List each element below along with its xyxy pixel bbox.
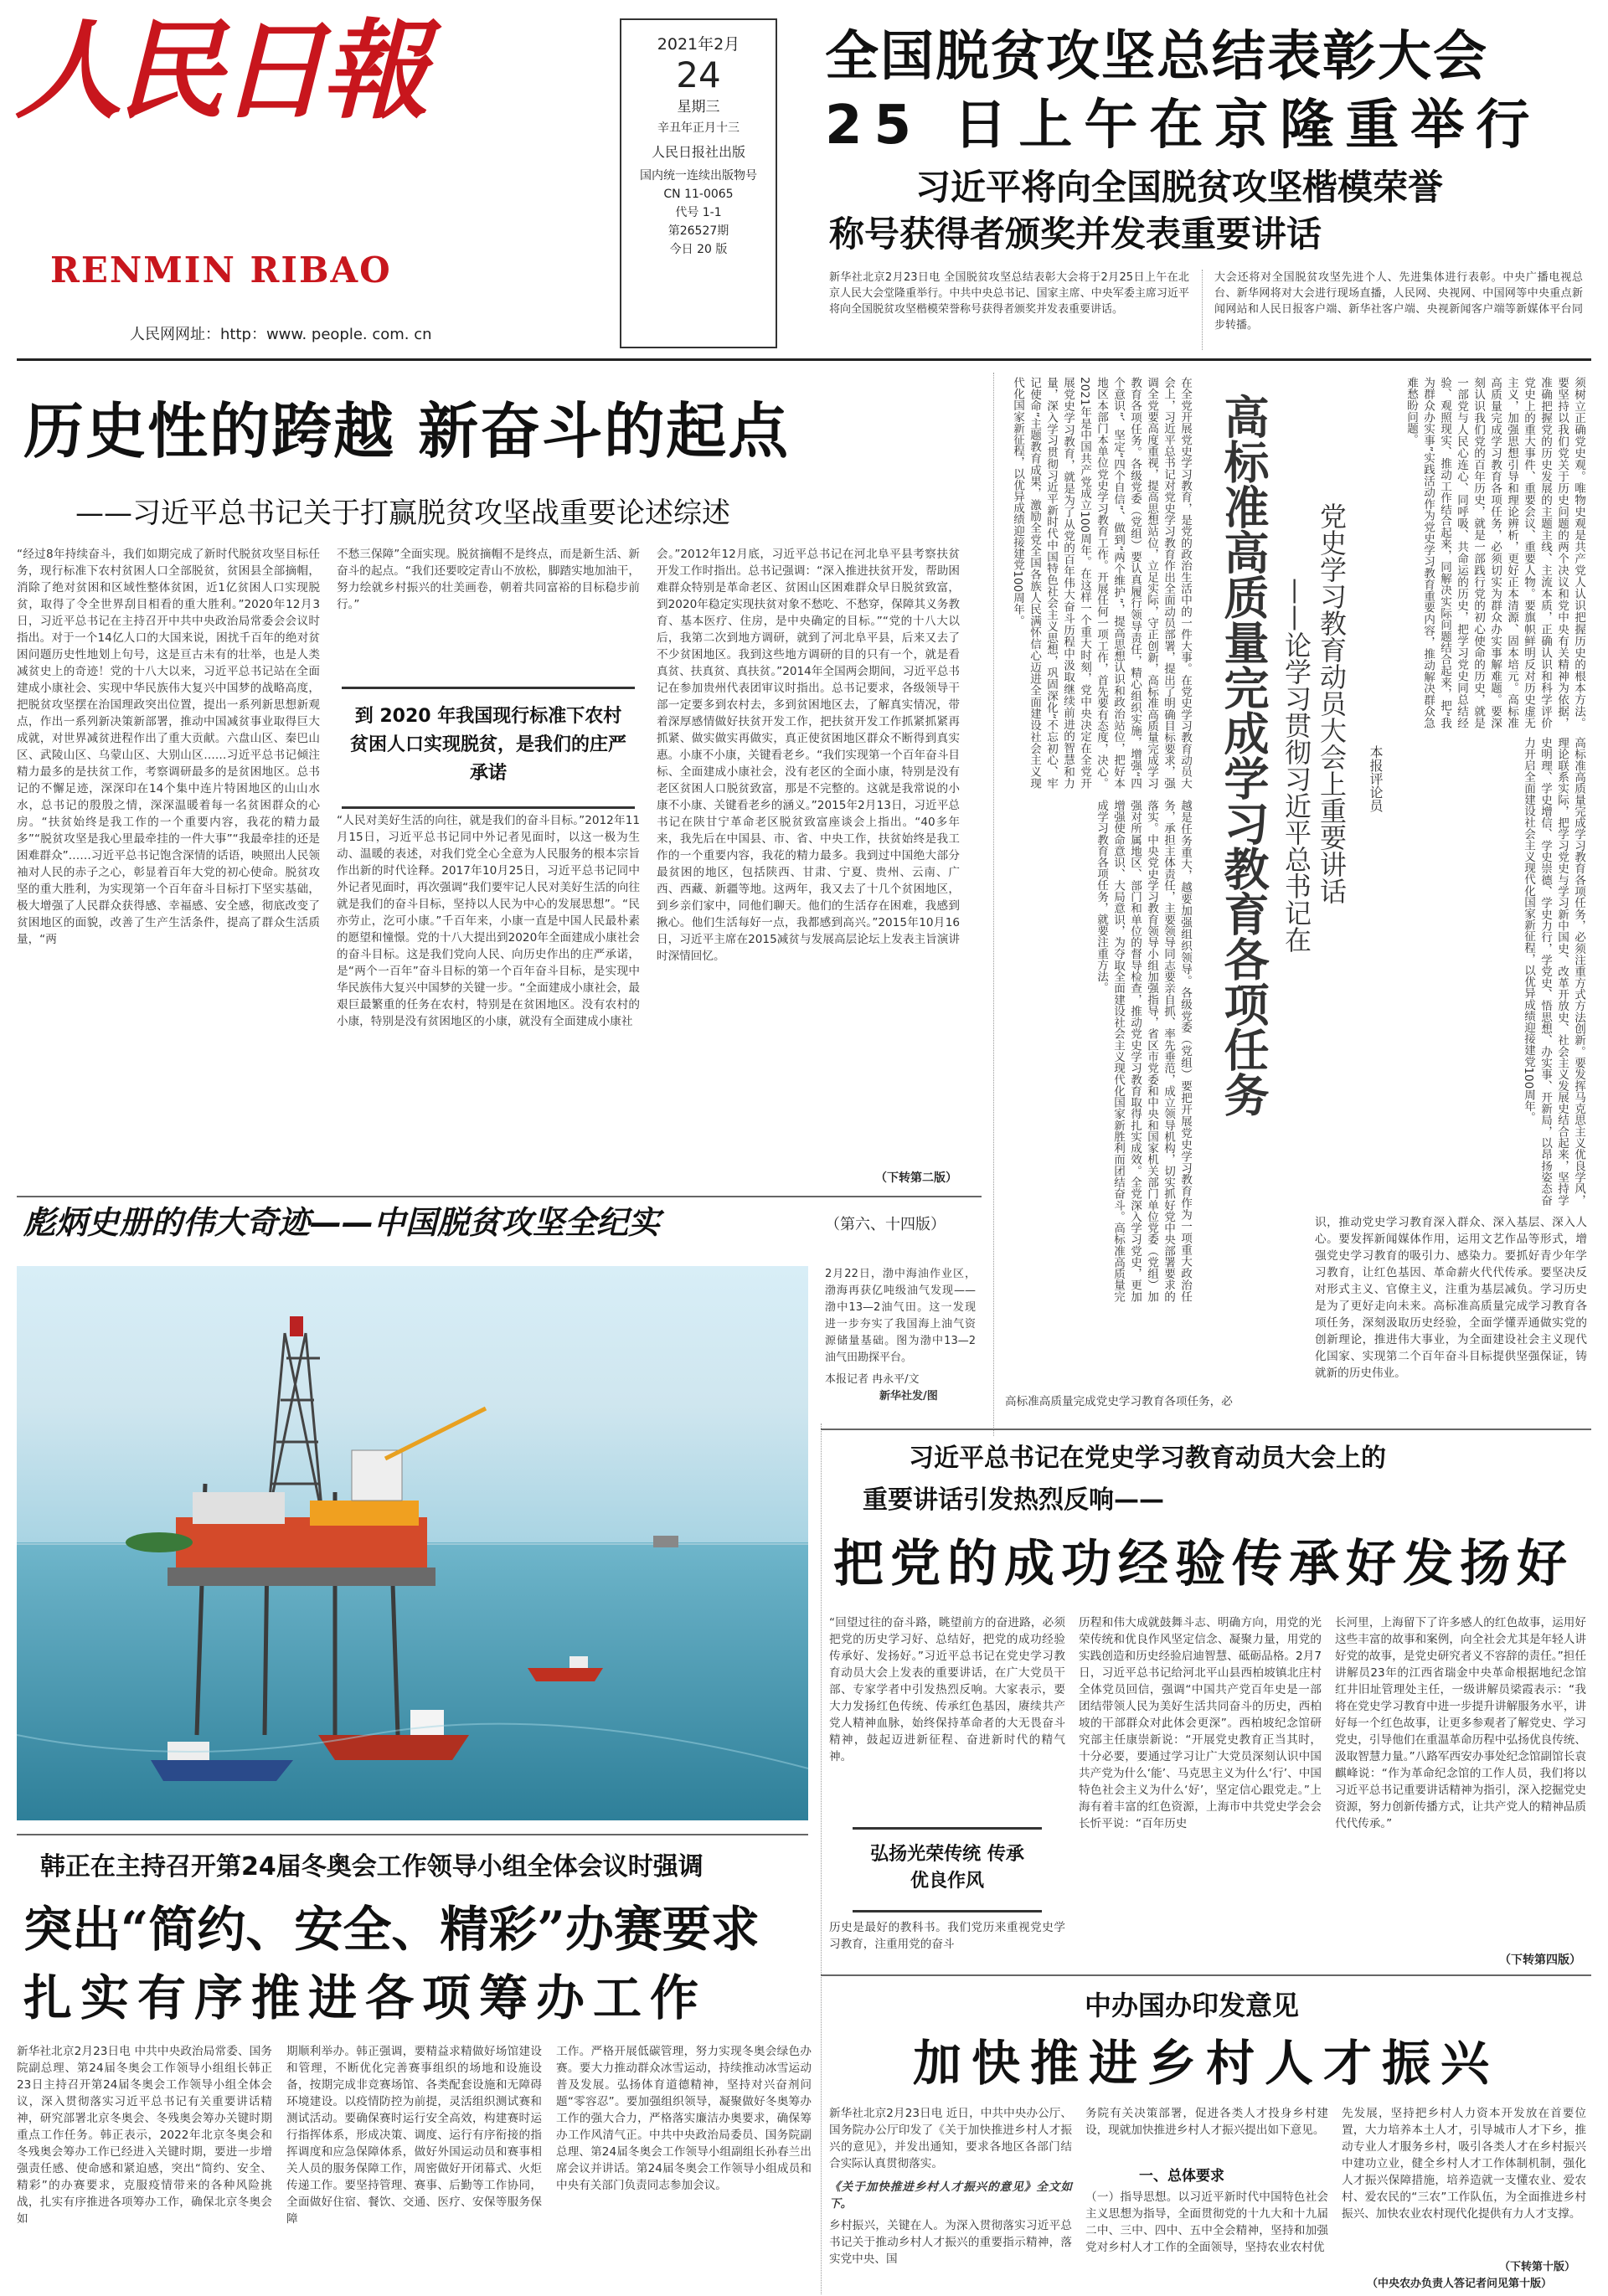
date-pages: 今日 20 版 [669, 243, 728, 256]
oil-platform-photo [17, 1266, 808, 1820]
pull-quote-text: 到 2020 年我国现行标准下农村贫困人口实现脱贫，是我们的庄严承诺 [349, 706, 626, 784]
lead-col-2a: 不愁三保障”全面实现。脱贫摘帽不是终点，而是新生活、新奋斗的起点。“我们还要咬定青山不放松，脚踏实地加油干，努力绘就乡村振兴的壮美画卷，朝着共同富裕的目标稳步前行。” [337, 548, 640, 611]
photo-section-pages: （第六、十四版） [825, 1216, 946, 1233]
masthead-logo: 人民日報 [15, 8, 425, 134]
reaction-col-3: 长河里，上海留下了许多感人的红色故事，运用好这些丰富的故事和案例，向全社会尤其是年轻人讲好党的故事，是党史研究者义不容辞的责任。”担任讲解员23年的江西省瑞金中央革命根据地纪念馆红井旧址管理处主任，一级讲解员梁霞表示：“我将在党史学习教育中进一步提升讲解服务水平，讲好每一个红色故事，让更多参观者了解党史、学习党史，引导他们在重温革命历程中弘扬优良传统、汲取智慧力量。”八路军西安办事处纪念馆副馆长袁麒峰说：“作为革命纪念馆的工作人员，我们将以习近平总书记重要讲话精神为指引，深入挖掘党史资源，努力创新传播方式，让共产党人的精神品质代代传承。” [1335, 1616, 1586, 1830]
reaction-kicker-2: 重要讲话引发热烈反响—— [863, 1485, 1164, 1515]
talent-col-1b: 乡村振兴，关键在人。为深入贯彻落实习近平总书记关于推动乡村人才振兴的重要指示精神，落实党中央、国 [829, 2219, 1072, 2266]
winter-kicker: 韩正在主持召开第24届冬奥会工作领导小组全体会议时强调 [40, 1852, 704, 1882]
date-publisher: 人民日报社出版 [651, 144, 745, 160]
reaction-continued: （下转第四版） [1499, 1954, 1581, 1967]
date-issue: 第26527期 [667, 224, 729, 238]
reaction-top-rule [821, 1429, 1591, 1430]
right-divider [821, 1423, 822, 2294]
winter-headline-1: 突出“简约、安全、精彩”办赛要求 [23, 1901, 760, 1958]
photo-credit-1: 本报记者 冉永平/文 [825, 1373, 920, 1386]
top-headline-2: 25 日上午在京隆重举行 [825, 95, 1542, 157]
top-headline-3: 习近平将向全国脱贫攻坚楷模荣誉 [915, 167, 1444, 208]
editorial-footer-text: 高标准高质量完成党史学习教育各项任务，必 [1005, 1395, 1233, 1408]
top-body-left: 新华社北京2月23日电 全国脱贫攻坚总结表彰大会将于2月25日上午在北京人民大会堂隆重举行。中共中央总书记、国家主席、中央军委主席习近平将向全国脱贫攻坚楷模荣誉称号获得者颁奖并发表重要讲话。 [829, 271, 1189, 316]
winter-col-3: 工作。严格开展低碳管理，努力实现冬奥会绿色办赛。要大力推动群众冰雪运动，持续推动冰雪运动普及发展。弘扬体育道德精神，坚持对兴奋剂问题“零容忍”。要加强组织领导，凝聚做好冬奥筹办工作的强大合力，严格落实廉洁办奥要求，确保筹办工作风清气正。中共中央政治局委员、国务院副总理、第24届冬奥会工作领导小组副组长孙春兰出席会议并讲话。第24届冬奥会工作领导小组成员和中央有关部门负责同志参加会议。 [556, 2045, 812, 2192]
lead-headline: 历史性的跨越 新奋斗的起点 [23, 396, 791, 466]
editorial-col-3: 须树立正确党史观。唯物史观是共产党人认识把握历史的根本方法。要坚持以我们党关于历史问题的两个决议和党中央有关精神为依据，准确把握党的历史发展的主题主线、主流本质，正确认识和科学评价党史上的重大事件、重要会议、重要人物。要旗帜鲜明反对历史虚无主义，加强思想引导和理论辨析，更好正本清源、固本培元。高标准高质量完成学习教育各项任务，必须切实为群众办实事解难题。要深刻认识我们党的百年历史，就是一部践行党的初心使命的历史，就是一部党与人民心连心、同呼吸、共命运的历史，把学习党史同总结经验、观照现实、推动工作结合起来，同解决实际问题结合起来，把“我为群众办实事”实践活动作为党史学习教育重要内容，推动解决群众急难愁盼问题。 [1404, 377, 1585, 728]
lead-continued: （下转第二版） [875, 1171, 957, 1185]
talent-col-2b: （一）指导思想。以习近平新时代中国特色社会主义思想为指导，全面贯彻党的十九大和十九届二中、三中、四中、五中全会精神，坚持和加强党对乡村人才工作的全面领导，坚持农业农村优 [1085, 2190, 1328, 2254]
lead-col-3: 会。”2012年12月底，习近平总书记在河北阜平县考察扶贫开发工作时指出。总书记强调：“深入推进扶贫开发，帮助困难群众特别是革命老区、贫困山区困难群众早日脱贫致富，到2020年稳定实现扶贫对象不愁吃、不愁穿，保障其义务教育、基本医疗、住房，是中央确定的目标。”“党的十八大以后，我第二次到地方调研，就到了河北阜平县，后来又去了不少贫困地区。我到这些地方调研的目的只有一个，就是看真贫、扶真贫、真扶贫。”2014年全国两会期间，习近平总书记在参加贵州代表团审议时指出。总书记要求，各级领导干部一定要多到农村去，多到贫困地区去，了解真实情况，带着深厚感情做好扶贫开发工作，把扶贫开发工作抓紧抓紧再抓紧、做实做实再做实，真正使贫困地区群众不断得到真实惠。小康不小康，关键看老乡。“我们实现第一个百年奋斗目标、全面建成小康社会，没有老区的全面小康，特别是没有老区贫困人口脱贫致富，那是不完整的。这就是我常说的小康不小康、关键看老乡的涵义。”2015年2月13日，习近平总书记在陕甘宁革命老区脱贫致富座谈会上指出。“40多年来，我先后在中国县、市、省、中央工作，扶贫始终是我工作的一个重要内容，我花的精力最多。我到过中国绝大部分最贫困的地区，包括陕西、甘肃、宁夏、贵州、云南、广西、西藏、新疆等地。这两年，我又去了十几个贫困地区，到乡亲们家中，同他们聊天。他们的生活存在困难，我感到揪心。他们生活每好一点，我都感到高兴。”2015年10月16日，习近平主席在2015减贫与发展高层论坛上发表主旨演讲时深情回忆。 [657, 548, 960, 963]
date-code: 代号 1-1 [675, 206, 722, 219]
masthead-pinyin: RENMIN RIBAO [50, 250, 392, 291]
reaction-headline: 把党的成功经验传承好发扬好 [833, 1535, 1574, 1593]
editorial-divider [993, 373, 994, 1436]
reaction-col-1b: 历史是最好的教科书。我们党历来重视党史学习教育，注重用党的奋斗 [829, 1921, 1065, 1951]
reaction-col-1: “回望过往的奋斗路，眺望前方的奋进路，必须把党的历史学习好、总结好，把党的成功经验传承好、发扬好。”习近平总书记在党史学习教育动员大会上发表的重要讲话，在广大党员干部、专家学者中引发热烈反响。大家表示，要大力发扬红色传统、传承红色基因，赓续共产党人精神血脉，始终保持革命者的大无畏奋斗精神，鼓起迈进新征程、奋进新时代的精气神。 [829, 1616, 1065, 1763]
date-day: 24 [676, 54, 721, 95]
talent-top-rule [821, 1974, 1591, 1976]
top-headline-4: 称号获得者颁奖并发表重要讲话 [829, 214, 1322, 255]
talent-section-head: 一、总体要求 [1139, 2168, 1224, 2185]
editorial-headline: 高标准高质量完成学习教育各项任务 [1217, 394, 1270, 1117]
talent-headline: 加快推进乡村人才振兴 [913, 2035, 1500, 2092]
reaction-pull-box [853, 1827, 1042, 1912]
talent-col-3: 先发展，坚持把乡村人力资本开发放在首要位置，大力培养本土人才，引导城市人才下乡，推动专业人才服务乡村，吸引各类人才在乡村振兴中建功立业，健全乡村人才工作体制机制，强化人才振兴保障措施，培养造就一支懂农业、爱农村、爱农民的“三农”工作队伍，为全面推进乡村振兴、加快农业农村现代化提供有力人才支撑。 [1342, 2107, 1586, 2221]
talent-col-1-box: 《关于加快推进乡村人才振兴的意见》全文如下。 [829, 2180, 1072, 2211]
editorial-byline: 本报评论员 [1368, 745, 1384, 812]
photo-credit-2: 新华社发/图 [879, 1390, 938, 1403]
date-box [620, 18, 777, 348]
winter-headline-2: 扎实有序推进各项筹办工作 [23, 1969, 708, 2026]
lead-col-1: “经过8年持续奋斗，我们如期完成了新时代脱贫攻坚目标任务，现行标准下农村贫困人口全部脱贫，贫困县全部摘帽，消除了绝对贫困和区域性整体贫困，近1亿贫困人口实现脱贫，取得了令全世界刮目相看的重大胜利。”2020年12月3日，习近平总书记在主持召开中共中央政治局常委会会议时指出。对于一个14亿人口的大国来说，困扰千百年的绝对贫困问题历史性地划上句号，这是亘古未有的壮举，也是人类减贫史上的奇迹！党的十八大以来，习近平总书记站在全面建成小康社会、实现中华民族伟大复兴中国梦的战略高度，把脱贫攻坚摆在治国理政突出位置，提出一系列新思想新观点，作出一系列新决策新部署，推动中国减贫事业取得巨大成就，对世界减贫进程作出了重大贡献。六盘山区、秦巴山区、武陵山区、乌蒙山区、大别山区……习近平总书记倾注精力最多的是扶贫工作，考察调研最多的是贫困地区。总书记的不懈足迹，深深印在14个集中连片特困地区的山山水水，总书记的殷殷之情，深深温暖着每一名贫困群众的心房。“扶贫始终是我工作的一个重要内容，我花的精力最多”“脱贫攻坚是我心里最牵挂的一件大事”“我最牵挂的还是困难群众”……习近平总书记饱含深情的话语，映照出人民领袖对人民的赤子之心，彰显着百年大党的初心使命。脱贫攻坚的重大胜利，为实现第一个百年奋斗目标打下坚实基础，极大增强了人民群众获得感、幸福感、安全感，彻底改变了贫困地区的面貌，改善了生产生活条件，提高了群众生活质量，“两 [17, 548, 320, 946]
masthead-rule [17, 358, 1591, 361]
talent-continued: （下转第十版） [1499, 2261, 1576, 2273]
top-divider [1202, 270, 1203, 350]
talent-col-1: 新华社北京2月23日电 近日，中共中央办公厅、国务院办公厅印发了《关于加快推进乡村人才振兴的意见》，并发出通知，要求各地区各部门结合实际认真贯彻落实。 [829, 2107, 1072, 2170]
masthead-website: 人民网网址：http：www. people. com. cn [130, 326, 432, 343]
winter-top-rule [17, 1834, 808, 1835]
editorial-bottom-text: 识，推动党史学习教育深入群众、深入基层、深入人心。要发挥新闻媒体作用，运用文艺作品等形式，增强党史学习教育的吸引力、感染力。要抓好青少年学习教育，让红色基因、革命薪火代代传承。要坚决反对形式主义、官僚主义，注重为基层减负。学习历史是为了更好走向未来。高标准高质量完成学习教育各项任务，深刻汲取历史经验，全面学懂弄通做实党的创新理论，推进伟大事业，为全面建设社会主义现代化国家、实现第二个百年奋斗目标提供坚强保证，铸就新的历史伟业。 [1315, 1216, 1587, 1380]
lead-subhead: ——习近平总书记关于打赢脱贫攻坚战重要论述综述 [75, 497, 730, 530]
winter-col-2: 期顺利举办。韩正强调，要精益求精做好场馆建设和管理，不断优化完善赛事组织的场地和设施设备，按期完成非竞赛场馆、各类配套设施和无障碍环境建设。以疫情防控为前提，灵活组织测试赛和测试活动。要确保赛时运行安全高效，构建赛时运行指挥体系，形成决策、调度、运行有序衔接的指挥调度和应急保障体系，做好外国运动员和赛事相关人员的服务保障工作，周密做好开闭幕式、火炬传递工作。要坚持管理、赛事、后勤等工作协同，全面做好住宿、餐饮、交通、医疗、安保等服务保障 [286, 2045, 542, 2226]
reaction-kicker-1: 习近平总书记在党史学习教育动员大会上的 [909, 1444, 1386, 1473]
reaction-col-2: 历程和伟大成就鼓舞斗志、明确方向，用党的光荣传统和优良作风坚定信念、凝聚力量，用党的实践创造和历史经验启迪智慧、砥砺品格。2月7日，习近平总书记给河北平山县西柏坡镇北庄村全体党员回信，强调“中国共产党百年史是一部团结带领人民为美好生活共同奋斗的历史，西柏坡的干部群众对此体会更深”。西柏坡纪念馆研究部主任康崇新说：“开展党史教育正当其时，十分必要，要通过学习让广大党员深刻认识中国共产党为什么‘能’、马克思主义为什么‘行’、中国特色社会主义为什么‘好’，坚定信心跟党走。”上海有着丰富的红色资源，上海市中共党史学会会长忻平说：“百年历史 [1079, 1616, 1322, 1830]
date-lunar: 辛丑年正月十三 [657, 121, 740, 135]
reaction-pull-text: 弘扬光荣传统 传承优良作风 [870, 1844, 1024, 1892]
lead-col-2b: “人民对美好生活的向往，就是我们的奋斗目标。”2012年11月15日，习近平总书记同中外记者见面时，以这一极为生动、温暖的表述，对我们党全心全意为人民服务的根本宗旨作出新的时代诠释。2017年10月25日，习近平总书记同中外记者见面时，再次强调“我们要牢记人民对美好生活的向往就是我们的奋斗目标，坚持以人民为中心的发展思想”。“民亦劳止，汔可小康。”千百年来，小康一直是中国人民最朴素的愿望和憧憬。党的十八大提出到2020年全面建成小康社会的奋斗目标。这是我们党向人民、向历史作出的庄严承诺，是“两个一百年”奋斗目标的第一个百年奋斗目标，是实现中华民族伟大复兴中国梦的关键一步。“全面建成小康社会，最艰巨最繁重的任务在农村，特别是在贫困地区。没有农村的小康，特别是没有贫困地区的小康，就没有全面建成小康社 [337, 814, 640, 1028]
date-month: 2021年2月 [657, 35, 740, 54]
talent-col-2: 务院有关决策部署，促进各类人才投身乡村建设，现就加快推进乡村人才振兴提出如下意见。 [1085, 2107, 1328, 2137]
date-weekday: 星期三 [677, 99, 720, 116]
top-body-right: 大会还将对全国脱贫攻坚先进个人、先进集体进行表彰。中央广播电视总台、新华网将对大会进行现场直播，人民网、央视网、中国网等中央重点新闻网站和人民日报客户端、新华社客户端、央视新闻客户端等新媒体平台同步转播。 [1214, 271, 1583, 332]
editorial-subhead-2: ——论学习贯彻习近平总书记在 [1281, 578, 1312, 953]
winter-col-1: 新华社北京2月23日电 中共中央政治局常委、国务院副总理、第24届冬奥会工作领导小组组长韩正23日主持召开第24届冬奥会工作领导小组全体会议，深入贯彻落实习近平总书记有关重要讲话精神，研究部署北京冬奥会、冬残奥会筹办关键时期重点工作任务。韩正表示，2022年北京冬奥会和冬残奥会筹办工作已经进入关键时期，要进一步增强责任感、使命感和紧迫感，突出“简约、安全、精彩”的办赛要求，克服疫情带来的各种风险挑战，扎实有序推进各项筹办工作，确保北京冬奥会如 [17, 2045, 272, 2226]
talent-footnote: （中央农办负责人答记者问见第十版） [1367, 2278, 1553, 2290]
editorial-col-4: 高标准高质量完成学习教育各项任务，必须注重方式方法创新。要发挥马克思主义优良学风，理论联系实际，把学习党史与学习新中国史、改革开放史、社会主义发展史结合起来，坚持学史明理、学史增信、学史崇德、学史力行，学党史、悟思想、办实事、开新局，以昂扬姿态奋力开启全面建设社会主义现代化国家新征程，以优异成绩迎接建党100周年。 [1522, 737, 1585, 1206]
photo-section-title: 彪炳史册的伟大奇迹——中国脱贫攻坚全纪实 [23, 1204, 661, 1241]
photo-caption: 2月22日，渤中海油作业区，渤海再获亿吨级油气发现——渤中13—2油气田。这一发现进一步夯实了我国海上油气资源储量基础。图为渤中13—2油气田勘探平台。 [825, 1268, 976, 1364]
top-headline-1: 全国脱贫攻坚总结表彰大会 [825, 26, 1488, 88]
date-serial: 国内统一连续出版物号 [640, 169, 757, 183]
editorial-col-2: 越是任务重大，越要加强组织领导。各级党委（党组）要把开展党史学习教育作为一项重大政治任务，承担主体责任，主要领导同志要亲自抓、率先垂范，成立领导机构，切实抓好党中央部署要求的落实。中央党史学习教育领导小组加强指导，省区市党委和中央和国家机关部门单位党委（党组）加强对所属地区、部门和单位的督导检查，推动党史学习教育取得扎实成效。全党深入学习党史，更加增强使命意识、大局意识，为夺取全面建设社会主义现代化国家新胜利而团结奋斗。高标准高质量完成学习教育各项任务，就要注重方法。 [1095, 800, 1192, 1302]
pull-quote-box [342, 687, 635, 809]
date-cn: CN 11-0065 [663, 188, 734, 201]
editorial-subhead: 党史学习教育动员大会上重要讲话 [1316, 502, 1348, 904]
talent-kicker: 中办国办印发意见 [1085, 1990, 1300, 2021]
editorial-col-1: 在全党开展党史学习教育，是党的政治生活中的一件大事。在党史学习教育动员大会上，习近平总书记对党史学习教育作出全面动员部署，提出了明确目标要求，强调全党要高度重视，提高思想站位，立足实际，守正创新，高标准高质量完成学习教育各项任务。各级党委（党组）要认真履行领导责任，精心组织实施，增强“四个意识”、坚定“四个自信”、做到“两个维护”，提高思想认识和政治站位，把好本地区本部门本单位党史学习教育工作。开展任何一项工作，首先要有态度，决心。2021年是中国共产党成立100周年。在这样一个重大时刻，党中央决定在全党开展党史学习教育，就是为了从党的百年伟大奋斗历程中汲取继续前进的智慧和力量，深入学习贯彻习近平新时代中国特色社会主义思想，巩固深化“不忘初心、牢记使命”主题教育成果，激励全党全国各族人民满怀信心迈进全面建设社会主义现代化国家新征程，以优异成绩迎接建党100周年。 [1011, 377, 1192, 789]
lead-bottom-rule [17, 1196, 982, 1197]
